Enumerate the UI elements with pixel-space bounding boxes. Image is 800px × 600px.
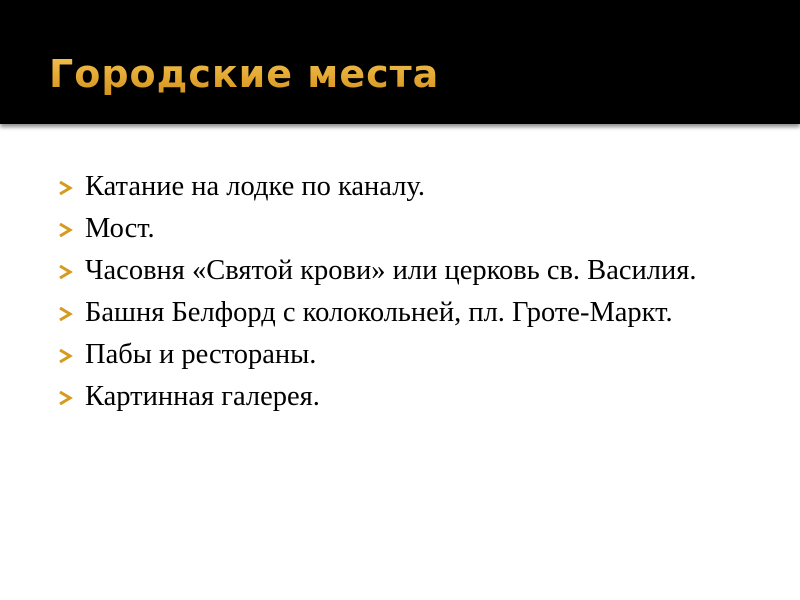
list-item <box>58 292 758 334</box>
chevron-right-icon <box>58 223 74 237</box>
bullet-list <box>58 166 758 418</box>
slide-title: Городские места <box>49 44 439 104</box>
bullet-text: Пабы и рестораны. <box>85 339 317 370</box>
bullet-text: Картинная галерея. <box>85 381 320 412</box>
list-item <box>58 376 758 418</box>
list-item <box>58 334 758 376</box>
bullet-text: Катание на лодке по каналу. <box>85 171 425 202</box>
chevron-right-icon <box>58 349 74 363</box>
chevron-right-icon <box>58 307 74 321</box>
list-item <box>58 208 758 250</box>
bullet-text: Часовня «Святой крови» или церковь св. Василия. <box>85 255 697 286</box>
bullet-text: Мост. <box>85 213 155 244</box>
title-band <box>0 0 800 124</box>
list-item <box>58 250 758 292</box>
chevron-right-icon <box>58 181 74 195</box>
chevron-right-icon <box>58 391 74 405</box>
bullet-text: Башня Белфорд с колокольней, пл. Гроте-Маркт. <box>85 297 673 328</box>
list-item <box>58 166 758 208</box>
chevron-right-icon <box>58 265 74 279</box>
